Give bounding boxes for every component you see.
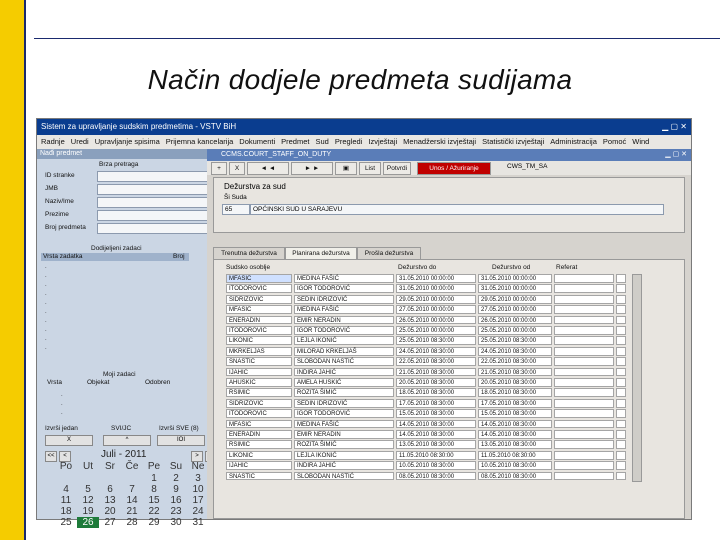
grid-cell[interactable]: 21.05.2010 08:30:00 <box>396 368 476 377</box>
row-checkbox[interactable] <box>616 440 626 449</box>
prev-button[interactable]: ◄ ◄ <box>247 162 289 175</box>
grid-cell[interactable]: SNASTIC <box>226 472 292 481</box>
confirm-button[interactable]: Potvrdi <box>383 162 411 175</box>
assigned-col-type: Vrsta zadatka <box>43 253 83 260</box>
search-field[interactable] <box>97 171 219 182</box>
calendar-day[interactable]: 15 <box>148 495 160 506</box>
calendar-day[interactable]: 18 <box>60 506 72 517</box>
grid-cell[interactable]: SLOBODAN NASTIĆ <box>294 357 394 366</box>
menu-item[interactable]: Sud <box>315 137 329 146</box>
search-field-label: JMB <box>45 185 58 192</box>
menu-item[interactable]: Menadžerski izvještaji <box>403 137 477 146</box>
grid-cell[interactable] <box>554 326 614 335</box>
grid-cell[interactable]: 11.05.2010 08:30:00 <box>396 451 476 460</box>
grid-cell[interactable] <box>554 274 614 283</box>
row-checkbox[interactable] <box>616 347 626 356</box>
grid-cell[interactable]: 26.05.2010 00:00:00 <box>478 316 552 325</box>
calendar-day[interactable]: 12 <box>82 495 94 506</box>
search-field[interactable] <box>97 210 219 221</box>
grid-cell[interactable]: MFASIC <box>226 420 292 429</box>
grid-cell[interactable]: 15.05.2010 08:30:00 <box>478 409 552 418</box>
grid-cell[interactable]: 25.05.2010 08:30:00 <box>478 336 552 345</box>
grid-cell[interactable]: SEDIN IDRIZOVIĆ <box>294 399 394 408</box>
calendar-day[interactable]: 22 <box>148 506 160 517</box>
grid-cell[interactable] <box>554 305 614 314</box>
grid-cell[interactable]: 17.05.2010 08:30:00 <box>396 399 476 408</box>
menu-item[interactable]: Wind <box>632 137 650 146</box>
grid-cell[interactable]: INDIRA JAHIĆ <box>294 368 394 377</box>
court-id-label: Ši Suda <box>224 194 247 201</box>
menu-item[interactable]: Izvještaji <box>368 137 398 146</box>
grid-cell[interactable]: ITODOROVIC <box>226 284 292 293</box>
tab-past[interactable]: Prošla dežurstva <box>357 247 421 260</box>
menu-item[interactable]: Prijemna kancelarija <box>165 137 234 146</box>
calendar-day[interactable]: 14 <box>126 495 138 506</box>
grid-cell[interactable]: 20.05.2010 08:30:00 <box>396 378 476 387</box>
grid-cell[interactable]: SIDRIZOVIC <box>226 399 292 408</box>
slide-title: Način dodjele predmeta sudijama <box>147 64 573 95</box>
grid-cell[interactable] <box>554 388 614 397</box>
grid-cell[interactable]: MEDINA FAŠIĆ <box>294 420 394 429</box>
grid-cell[interactable] <box>554 430 614 439</box>
grid-cell[interactable] <box>554 357 614 366</box>
grid-cell[interactable]: RSIMIC <box>226 388 292 397</box>
new-record-button[interactable]: + <box>211 162 227 175</box>
grid-cell[interactable]: 29.05.2010 00:00:00 <box>478 295 552 304</box>
grid-cell[interactable]: 27.05.2010 00:00:00 <box>396 305 476 314</box>
grid-cell[interactable]: ROZITA ŠIMIĆ <box>294 440 394 449</box>
delete-record-button[interactable]: X <box>229 162 245 175</box>
calendar-weekday: Sr <box>105 461 115 472</box>
app-window <box>36 118 692 528</box>
menu-item[interactable]: Administracija <box>550 137 597 146</box>
form-titlebar <box>207 149 691 161</box>
row-checkbox[interactable] <box>616 420 626 429</box>
grid-cell[interactable]: 14.05.2010 08:30:00 <box>396 420 476 429</box>
left-panel <box>37 149 227 528</box>
calendar-day[interactable]: 2 <box>173 473 179 484</box>
grid-cell[interactable] <box>554 420 614 429</box>
menu-item[interactable]: Radnje <box>41 137 65 146</box>
calendar-weekday: Po <box>59 461 73 472</box>
row-checkbox[interactable] <box>616 388 626 397</box>
module-code: CWS_TM_SA <box>507 163 548 170</box>
calendar-day[interactable]: 4 <box>63 484 69 495</box>
grid-cell[interactable]: 11.05.2010 08:30:00 <box>478 451 552 460</box>
my-tasks-header <box>41 379 189 387</box>
grid-cell[interactable]: 20.05.2010 08:30:00 <box>478 378 552 387</box>
calendar-prev-month[interactable]: < <box>59 451 71 462</box>
row-checkbox[interactable] <box>616 336 626 345</box>
menu-item[interactable]: Pomoć <box>602 137 627 146</box>
save-icon[interactable]: ▣ <box>335 162 357 175</box>
calendar-day[interactable]: 3 <box>195 473 201 484</box>
grid-cell[interactable] <box>554 461 614 470</box>
row-checkbox[interactable] <box>616 295 626 304</box>
grid-cell[interactable] <box>554 472 614 481</box>
calendar-day[interactable]: 16 <box>170 495 182 506</box>
calendar-weekday: Su <box>169 461 183 472</box>
court-section <box>213 177 685 233</box>
calendar-day[interactable]: 10 <box>192 484 204 495</box>
grid-cell[interactable] <box>554 316 614 325</box>
app-titlebar <box>37 119 691 135</box>
grid-cell[interactable]: 18.05.2010 08:30:00 <box>478 388 552 397</box>
grid-cell[interactable]: SEDIN IDRIZOVIĆ <box>294 295 394 304</box>
calendar-day[interactable]: 5 <box>85 484 91 495</box>
grid-cell[interactable]: MEDINA FAŠIĆ <box>294 305 394 314</box>
grid-cell[interactable]: IGOR TODOROVIĆ <box>294 284 394 293</box>
grid-cell[interactable]: 18.05.2010 08:30:00 <box>396 388 476 397</box>
calendar-weekday: Pe <box>147 461 161 472</box>
grid-cell[interactable] <box>554 336 614 345</box>
top-rule <box>34 38 720 39</box>
menu-item[interactable]: Upravljanje spisima <box>94 137 160 146</box>
grid-cell[interactable] <box>554 295 614 304</box>
grid-cell[interactable]: MKRKELJAS <box>226 347 292 356</box>
grid-cell[interactable]: 31.05.2010 00:00:00 <box>396 274 476 283</box>
grid-cell[interactable]: IGOR TODOROVIĆ <box>294 326 394 335</box>
grid-cell[interactable]: LEJLA IKONIĆ <box>294 336 394 345</box>
calendar-day[interactable]: 19 <box>82 506 94 517</box>
grid-cell[interactable]: 31.05.2010 00:00:00 <box>478 284 552 293</box>
grid-cell[interactable]: 15.05.2010 08:30:00 <box>396 409 476 418</box>
grid-cell[interactable]: INDIRA JAHIĆ <box>294 461 394 470</box>
row-checkbox[interactable] <box>616 368 626 377</box>
grid-cell[interactable]: 26.05.2010 00:00:00 <box>396 316 476 325</box>
grid-cell[interactable]: 10.05.2010 08:30:00 <box>478 461 552 470</box>
calendar-weekday: Ut <box>83 461 93 472</box>
grid-cell[interactable]: 10.05.2010 08:30:00 <box>396 461 476 470</box>
grid-cell[interactable]: 08.05.2010 08:30:00 <box>396 472 476 481</box>
my-tasks-col-approved: Odobren <box>145 379 171 386</box>
grid-cell[interactable]: LIKONIC <box>226 336 292 345</box>
grid-cell[interactable]: IGOR TODOROVIĆ <box>294 409 394 418</box>
grid-cell[interactable]: 29.05.2010 00:00:00 <box>396 295 476 304</box>
grid-cell[interactable]: AHUSKIC <box>226 378 292 387</box>
grid-cell[interactable]: IJAHIC <box>226 368 292 377</box>
my-tasks-col-object: Objekat <box>87 379 110 386</box>
grid-cell[interactable]: 17.05.2010 08:30:00 <box>478 399 552 408</box>
grid-cell[interactable]: 14.05.2010 08:30:00 <box>478 430 552 439</box>
row-checkbox[interactable] <box>616 357 626 366</box>
grid-cell[interactable]: 24.05.2010 08:30:00 <box>478 347 552 356</box>
calendar-day[interactable]: 25 <box>60 517 72 528</box>
task-actions <box>41 425 211 447</box>
calendar-day[interactable]: 17 <box>192 495 204 506</box>
calendar-day[interactable]: 8 <box>151 484 157 495</box>
grid-cell[interactable]: 14.05.2010 08:30:00 <box>478 420 552 429</box>
calendar-day[interactable]: 11 <box>60 495 72 506</box>
duty-grid <box>213 259 685 519</box>
calendar-day[interactable]: 26 <box>77 517 99 528</box>
grid-cell[interactable]: 13.05.2010 08:30:00 <box>478 440 552 449</box>
search-field[interactable] <box>97 197 219 208</box>
grid-cell[interactable]: SNASTIC <box>226 357 292 366</box>
menu-item[interactable]: Dokumenti <box>239 137 276 146</box>
calendar <box>41 449 221 528</box>
my-tasks-list: . . . <box>61 392 63 416</box>
grid-header: Dežurstvo od <box>492 264 531 271</box>
calendar-day[interactable]: 24 <box>192 506 204 517</box>
row-checkbox[interactable] <box>616 305 626 314</box>
grid-cell[interactable]: ITODOROVIC <box>226 326 292 335</box>
menu-item[interactable]: Predmet <box>281 137 310 146</box>
calendar-day[interactable]: 9 <box>173 484 179 495</box>
grid-cell[interactable]: 31.05.2010 00:00:00 <box>478 274 552 283</box>
search-field-label: Prezime <box>45 211 69 218</box>
status-badge: Unos / Ažuriranje <box>417 162 491 175</box>
court-name-field[interactable]: OPĆINSKI SUD U SARAJEVU <box>250 204 664 215</box>
calendar-day[interactable]: 30 <box>170 517 182 528</box>
tab-current[interactable]: Trenutna dežurstva <box>213 247 285 260</box>
assigned-list: . . . . . . . . . . <box>45 264 47 351</box>
row-checkbox[interactable] <box>616 378 626 387</box>
row-checkbox[interactable] <box>616 472 626 481</box>
calendar-weekday: Ne <box>191 461 205 472</box>
grid-cell[interactable] <box>554 284 614 293</box>
grid-cell[interactable]: 25.05.2010 00:00:00 <box>478 326 552 335</box>
menu-item[interactable]: Pregledi <box>334 137 363 146</box>
my-tasks-title: Moji zadaci <box>103 371 136 378</box>
calendar-day[interactable]: 21 <box>126 506 138 517</box>
section-title: Dežurstva za sud <box>224 182 286 191</box>
window-controls[interactable]: ▁ ▢ ✕ <box>662 122 687 131</box>
grid-cell[interactable]: ROZITA ŠIMIĆ <box>294 388 394 397</box>
calendar-next-month[interactable]: > <box>191 451 203 462</box>
left-panel-header: Nađi predmet <box>37 149 230 159</box>
grid-cell[interactable]: 08.05.2010 08:30:00 <box>478 472 552 481</box>
calendar-day[interactable]: 13 <box>104 495 116 506</box>
grid-cell[interactable]: 14.05.2010 08:30:00 <box>396 430 476 439</box>
row-checkbox[interactable] <box>616 461 626 470</box>
grid-cell[interactable]: 27.05.2010 00:00:00 <box>478 305 552 314</box>
grid-cell[interactable]: SIDRIZOVIC <box>226 295 292 304</box>
assigned-tasks-title: Dodijeljeni zadaci <box>91 245 142 252</box>
tab-planned[interactable]: Planirana dežurstva <box>285 247 357 260</box>
calendar-day[interactable]: 6 <box>107 484 113 495</box>
list-button[interactable]: List <box>359 162 381 175</box>
grid-header: Sudsko osoblje <box>226 264 271 271</box>
grid-cell[interactable]: AMELA HUSKIĆ <box>294 378 394 387</box>
calendar-prev-year[interactable]: << <box>45 451 57 462</box>
form-window <box>207 149 691 519</box>
grid-cell[interactable]: LIKONIC <box>226 451 292 460</box>
grid-cell[interactable] <box>554 409 614 418</box>
search-field[interactable] <box>97 223 219 234</box>
assigned-header <box>41 253 189 261</box>
row-checkbox[interactable] <box>616 399 626 408</box>
search-field-label: Broj predmeta <box>45 224 86 231</box>
grid-cell[interactable]: 25.05.2010 08:30:00 <box>396 336 476 345</box>
run-all-label: Izvrši SVE (8) <box>159 425 199 432</box>
next-button[interactable]: ► ► <box>291 162 333 175</box>
search-field[interactable] <box>97 184 219 195</box>
row-checkbox[interactable] <box>616 409 626 418</box>
run-all-button[interactable]: IOI <box>157 435 205 446</box>
grid-cell[interactable] <box>554 440 614 449</box>
grid-cell[interactable]: 31.05.2010 00:00:00 <box>396 284 476 293</box>
grid-cell[interactable]: 22.05.2010 08:30:00 <box>478 357 552 366</box>
my-tasks-col-type: Vrsta <box>47 379 62 386</box>
court-id-field[interactable]: 65 <box>222 204 250 215</box>
assigned-col-count: Broj <box>173 253 185 260</box>
grid-cell[interactable]: 21.05.2010 08:30:00 <box>478 368 552 377</box>
grid-cell[interactable]: LEJLA IKONIĆ <box>294 451 394 460</box>
grid-header: Dežurstvo do <box>398 264 437 271</box>
run-svi-button[interactable]: ^ <box>103 435 151 446</box>
calendar-day[interactable]: 7 <box>129 484 135 495</box>
search-field-label: ID stranke <box>45 172 75 179</box>
grid-cell[interactable]: 24.05.2010 08:30:00 <box>396 347 476 356</box>
grid-header: Referat <box>556 264 578 271</box>
app-title: Sistem za upravljanje sudskim predmetima - VSTV BiH <box>41 122 237 131</box>
menubar <box>37 135 691 149</box>
form-title: CCMS.COURT_STAFF_ON_DUTY <box>221 151 332 158</box>
toolbar <box>207 161 691 175</box>
grid-cell[interactable] <box>554 399 614 408</box>
calendar-day[interactable]: 23 <box>170 506 182 517</box>
grid-cell[interactable]: MFASIC <box>226 305 292 314</box>
row-checkbox[interactable] <box>616 316 626 325</box>
row-checkbox[interactable] <box>616 326 626 335</box>
grid-cell[interactable]: MFASIC <box>226 274 292 283</box>
grid-cell[interactable]: EMIR NERADIN <box>294 316 394 325</box>
calendar-day[interactable]: 1 <box>151 473 157 484</box>
search-field-label: Naziv/Ime <box>45 198 74 205</box>
calendar-day[interactable]: 27 <box>104 517 116 528</box>
calendar-day[interactable]: 29 <box>148 517 160 528</box>
grid-scrollbar[interactable] <box>632 274 642 482</box>
grid-cell[interactable]: 25.05.2010 00:00:00 <box>396 326 476 335</box>
grid-cell[interactable]: ENERADIN <box>226 430 292 439</box>
row-checkbox[interactable] <box>616 274 626 283</box>
run-one-button[interactable]: X <box>45 435 93 446</box>
grid-cell[interactable]: RSIMIC <box>226 440 292 449</box>
grid-cell[interactable]: MEDINA FAŠIĆ <box>294 274 394 283</box>
calendar-day[interactable]: 20 <box>104 506 116 517</box>
grid-cell[interactable]: 22.05.2010 08:30:00 <box>396 357 476 366</box>
grid-cell[interactable] <box>554 378 614 387</box>
grid-cell[interactable] <box>554 368 614 377</box>
grid-cell[interactable]: 13.05.2010 08:30:00 <box>396 440 476 449</box>
menu-item[interactable]: Statistički izvještaji <box>482 137 545 146</box>
grid-cell[interactable]: ITODOROVIC <box>226 409 292 418</box>
grid-cell[interactable]: IJAHIC <box>226 461 292 470</box>
grid-cell[interactable]: ENERADIN <box>226 316 292 325</box>
run-one-label: Izvrši jedan <box>45 425 78 432</box>
calendar-day[interactable]: 28 <box>126 517 138 528</box>
row-checkbox[interactable] <box>616 430 626 439</box>
grid-cell[interactable] <box>554 451 614 460</box>
quick-search-title: Brza pretraga <box>99 161 139 168</box>
calendar-month: Juli - 2011 <box>101 449 147 460</box>
calendar-day[interactable]: 31 <box>192 517 204 528</box>
grid-cell[interactable]: MILORAD KRKELJAŠ <box>294 347 394 356</box>
grid-cell[interactable] <box>554 347 614 356</box>
calendar-weekday: Če <box>125 461 139 472</box>
menu-item[interactable]: Uredi <box>70 137 89 146</box>
grid-cell[interactable]: EMIR NERADIN <box>294 430 394 439</box>
grid-cell[interactable]: SLOBODAN NASTIĆ <box>294 472 394 481</box>
form-window-controls[interactable]: ▁ ▢ ✕ <box>665 151 687 158</box>
row-checkbox[interactable] <box>616 284 626 293</box>
row-checkbox[interactable] <box>616 451 626 460</box>
run-svi-label: SVI/JC <box>111 425 132 432</box>
